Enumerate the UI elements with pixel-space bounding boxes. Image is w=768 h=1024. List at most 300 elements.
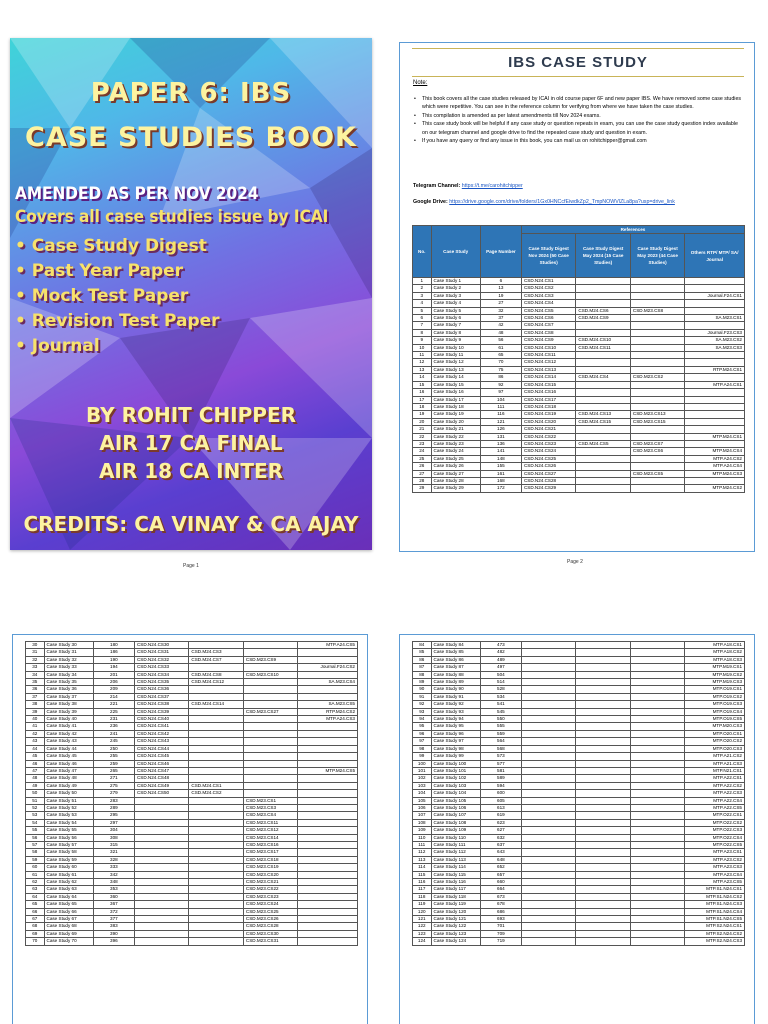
table-cell xyxy=(189,642,243,649)
table-cell xyxy=(134,871,188,878)
table-cell: 245 xyxy=(93,738,134,745)
table-cell: 7 xyxy=(413,322,432,329)
table-cell xyxy=(576,723,630,730)
table-cell: CSD.N24.CS33 xyxy=(134,664,188,671)
table-row xyxy=(413,790,745,797)
table-cell: 660 xyxy=(480,879,521,886)
table-cell xyxy=(189,693,243,700)
table-cell: MTP.S1.N24.CS5 xyxy=(685,916,745,923)
table-cell: CSD.M23.CS11 xyxy=(243,819,297,826)
table-cell: CSD.M23.CS8 xyxy=(630,307,684,314)
table-cell xyxy=(521,893,575,900)
table-cell: 92 xyxy=(413,701,432,708)
table-cell: 367 xyxy=(93,901,134,908)
table-cell xyxy=(298,671,358,678)
table-cell: CSD.M23.CS13 xyxy=(630,411,684,418)
table-cell: 231 xyxy=(93,716,134,723)
table-cell: 124 xyxy=(413,938,432,945)
drive-link[interactable]: https://drive.google.com/drive/folders/1Gx0HNCcfEiwdkZp2_TmpNOWVlZLa8pa?usp=drive_link xyxy=(449,199,675,205)
table-cell xyxy=(189,886,243,893)
table-cell: 56 xyxy=(480,337,521,344)
table-cell: 37 xyxy=(480,315,521,322)
table-cell: Case Study 3 xyxy=(431,292,480,299)
table-cell xyxy=(630,849,684,856)
table-row xyxy=(413,426,745,433)
table-row xyxy=(26,856,358,863)
table-cell: 214 xyxy=(93,693,134,700)
table-cell: 108 xyxy=(413,819,432,826)
page-4 xyxy=(399,634,755,1024)
table-cell: 24 xyxy=(413,448,432,455)
table-cell: Case Study 68 xyxy=(44,923,93,930)
table-cell: CSD.N24.CS25 xyxy=(521,455,575,462)
table-cell xyxy=(630,433,684,440)
table-cell xyxy=(521,938,575,945)
table-cell xyxy=(630,856,684,863)
table-row xyxy=(26,916,358,923)
table-cell xyxy=(298,916,358,923)
table-row xyxy=(413,908,745,915)
table-cell xyxy=(243,693,297,700)
table-cell: 65 xyxy=(26,901,45,908)
table-cell xyxy=(576,679,630,686)
table-cell xyxy=(576,708,630,715)
table-cell xyxy=(521,812,575,819)
cover-rank-final: AIR 17 CA FINAL xyxy=(99,431,283,455)
table-cell: 19 xyxy=(480,292,521,299)
table-cell xyxy=(189,804,243,811)
table-cell: 100 xyxy=(413,760,432,767)
table-cell: CSD.M24.CS4 xyxy=(576,374,630,381)
table-cell: Case Study 113 xyxy=(431,856,480,863)
table-row xyxy=(413,812,745,819)
table-row xyxy=(26,886,358,893)
table-cell: Case Study 12 xyxy=(431,359,480,366)
table-cell xyxy=(576,470,630,477)
table-cell: MTP.O19.CS4 xyxy=(685,708,745,715)
table-cell: 33 xyxy=(26,664,45,671)
table-cell: Case Study 115 xyxy=(431,871,480,878)
table-cell xyxy=(521,930,575,937)
table-cell: Case Study 95 xyxy=(431,723,480,730)
table-cell: 555 xyxy=(480,723,521,730)
table-cell: Case Study 96 xyxy=(431,730,480,737)
table-cell xyxy=(298,938,358,945)
table-cell: 600 xyxy=(480,790,521,797)
table-cell: 104 xyxy=(413,790,432,797)
table-cell xyxy=(189,916,243,923)
table-cell: 534 xyxy=(480,693,521,700)
table-cell: Case Study 88 xyxy=(431,671,480,678)
table-cell xyxy=(630,656,684,663)
cover-bullet: • Mock Test Paper xyxy=(15,286,189,306)
table-cell xyxy=(134,908,188,915)
table-cell: 86 xyxy=(413,656,432,663)
table-cell xyxy=(243,716,297,723)
table-cell: Case Study 110 xyxy=(431,834,480,841)
table-row xyxy=(413,381,745,388)
table-cell: 63 xyxy=(26,886,45,893)
table-row xyxy=(413,292,745,299)
table-row xyxy=(413,864,745,871)
table-cell: 121 xyxy=(480,418,521,425)
table-cell: CSD.M23.CS26 xyxy=(243,916,297,923)
table-cell xyxy=(630,916,684,923)
table-cell xyxy=(685,359,745,366)
table-cell xyxy=(630,642,684,649)
table-cell: 14 xyxy=(413,374,432,381)
table-cell xyxy=(630,679,684,686)
cover-bullet: • Case Study Digest xyxy=(15,236,207,256)
table-cell: Case Study 90 xyxy=(431,686,480,693)
table-cell xyxy=(521,649,575,656)
table-cell xyxy=(630,790,684,797)
col-header-case: Case Study xyxy=(431,226,480,278)
table-cell: Case Study 13 xyxy=(431,366,480,373)
table-cell xyxy=(243,782,297,789)
table-cell: 594 xyxy=(480,782,521,789)
table-cell: Case Study 70 xyxy=(44,938,93,945)
table-cell xyxy=(630,812,684,819)
table-cell: CSD.N24.CS8 xyxy=(521,329,575,336)
table-cell: MTP.A22.CS4 xyxy=(685,797,745,804)
table-cell: 117 xyxy=(413,886,432,893)
table-cell: Case Study 116 xyxy=(431,879,480,886)
table-cell: CSD.M23.CS16 xyxy=(243,841,297,848)
table-cell: Case Study 15 xyxy=(431,381,480,388)
table-cell: Case Study 122 xyxy=(431,923,480,930)
table-cell xyxy=(521,923,575,930)
table-row xyxy=(413,285,745,292)
table-cell: Case Study 11 xyxy=(431,352,480,359)
table-cell: 32 xyxy=(26,656,45,663)
table-cell: CSD.N24.CS35 xyxy=(134,679,188,686)
table-cell: Case Study 67 xyxy=(44,916,93,923)
table-cell xyxy=(134,901,188,908)
table-row xyxy=(26,841,358,848)
table-cell xyxy=(685,352,745,359)
reference-table xyxy=(412,641,745,946)
cover-bullets xyxy=(15,234,220,359)
table-row xyxy=(26,760,358,767)
table-cell: Case Study 120 xyxy=(431,908,480,915)
table-cell: 693 xyxy=(480,916,521,923)
table-cell xyxy=(630,834,684,841)
table-cell xyxy=(630,396,684,403)
table-cell: 102 xyxy=(413,775,432,782)
table-cell: 19 xyxy=(413,411,432,418)
table-row xyxy=(413,679,745,686)
table-cell xyxy=(298,686,358,693)
table-cell: 360 xyxy=(93,893,134,900)
table-cell: 11 xyxy=(413,352,432,359)
table-cell xyxy=(630,775,684,782)
table-cell: MTP.A23.CS5 xyxy=(685,879,745,886)
table-cell xyxy=(189,856,243,863)
table-cell: 342 xyxy=(93,871,134,878)
table-cell: 709 xyxy=(480,930,521,937)
table-cell: 279 xyxy=(93,790,134,797)
table-row xyxy=(413,916,745,923)
table-cell: 61 xyxy=(480,344,521,351)
table-cell xyxy=(576,285,630,292)
cover-bullet: • Journal xyxy=(15,336,100,356)
table-cell xyxy=(576,730,630,737)
table-cell: Case Study 5 xyxy=(431,307,480,314)
table-cell: CSD.M23.CS10 xyxy=(243,671,297,678)
table-row xyxy=(26,790,358,797)
table-cell xyxy=(576,403,630,410)
table-cell xyxy=(189,716,243,723)
table-cell: 275 xyxy=(93,782,134,789)
table-cell: 27 xyxy=(480,300,521,307)
table-cell: CSD.N24.CS30 xyxy=(134,642,188,649)
table-cell: 482 xyxy=(480,649,521,656)
table-cell xyxy=(576,485,630,492)
table-cell: 497 xyxy=(480,664,521,671)
table-cell: 581 xyxy=(480,767,521,774)
table-cell: 568 xyxy=(480,745,521,752)
table-cell xyxy=(521,827,575,834)
table-cell: Case Study 98 xyxy=(431,745,480,752)
table-cell: 103 xyxy=(413,782,432,789)
table-cell: 308 xyxy=(93,834,134,841)
table-cell: Case Study 85 xyxy=(431,649,480,656)
table-cell: Case Study 50 xyxy=(44,790,93,797)
table-cell: MTP.A24.CS5 xyxy=(298,642,358,649)
table-cell: CSD.N24.CS26 xyxy=(521,463,575,470)
table-cell xyxy=(189,923,243,930)
table-cell: Case Study 32 xyxy=(44,656,93,663)
table-row xyxy=(413,664,745,671)
table-cell: MTP.S2.N24.CS2 xyxy=(685,930,745,937)
table-cell xyxy=(576,834,630,841)
note-label: Note: xyxy=(413,80,428,86)
table-cell xyxy=(630,930,684,937)
table-cell: MTP.S1.N24.CS2 xyxy=(685,893,745,900)
table-row xyxy=(26,753,358,760)
table-cell: CSD.N24.CS7 xyxy=(521,322,575,329)
title-rule xyxy=(412,76,744,77)
table-cell: 97 xyxy=(480,389,521,396)
table-cell: 94 xyxy=(413,716,432,723)
table-cell xyxy=(685,278,745,285)
table-cell: 283 xyxy=(93,797,134,804)
table-cell: 87 xyxy=(413,664,432,671)
table-row xyxy=(413,760,745,767)
table-cell: Case Study 114 xyxy=(431,864,480,871)
table-cell xyxy=(576,642,630,649)
table-cell: MTP.O19.CS2 xyxy=(685,693,745,700)
table-cell xyxy=(630,901,684,908)
table-cell: Case Study 103 xyxy=(431,782,480,789)
table-cell: Case Study 97 xyxy=(431,738,480,745)
page-number: Page 1 xyxy=(183,563,199,569)
telegram-link[interactable]: https://t.me/carohitchipper xyxy=(461,183,523,189)
table-cell: Case Study 57 xyxy=(44,841,93,848)
table-row xyxy=(413,723,745,730)
table-cell xyxy=(134,923,188,930)
table-cell xyxy=(298,804,358,811)
table-cell xyxy=(576,716,630,723)
table-cell xyxy=(630,359,684,366)
table-cell: 613 xyxy=(480,804,521,811)
table-cell xyxy=(576,908,630,915)
table-cell: 70 xyxy=(480,359,521,366)
table-cell xyxy=(685,389,745,396)
drive-line xyxy=(413,199,675,205)
table-cell: 678 xyxy=(480,901,521,908)
table-cell xyxy=(576,448,630,455)
col-header-digest-nov24: Case Study Digest Nov 2024 (50 Case Studies) xyxy=(521,234,575,278)
table-cell xyxy=(576,738,630,745)
table-cell: CSD.M24.CS7 xyxy=(189,656,243,663)
table-cell xyxy=(576,477,630,484)
table-cell xyxy=(521,856,575,863)
table-row xyxy=(413,396,745,403)
table-cell: MTP.O20.CS3 xyxy=(685,745,745,752)
table-row xyxy=(413,477,745,484)
table-cell: MTP.O22.CS1 xyxy=(685,812,745,819)
table-cell xyxy=(521,701,575,708)
table-cell xyxy=(243,767,297,774)
table-cell xyxy=(298,723,358,730)
table-cell xyxy=(576,893,630,900)
table-cell xyxy=(576,901,630,908)
table-cell xyxy=(630,701,684,708)
table-cell xyxy=(630,767,684,774)
reference-table xyxy=(25,641,358,946)
table-cell: 96 xyxy=(413,730,432,737)
table-cell xyxy=(298,782,358,789)
table-cell: MTP.M24.CS5 xyxy=(298,767,358,774)
table-cell: CSD.N24.CS37 xyxy=(134,693,188,700)
table-cell xyxy=(576,782,630,789)
table-cell xyxy=(576,849,630,856)
table-cell: CSD.N24.CS40 xyxy=(134,716,188,723)
table-cell xyxy=(630,938,684,945)
table-cell: 126 xyxy=(480,426,521,433)
table-cell: Case Study 29 xyxy=(431,485,480,492)
table-cell: 564 xyxy=(480,738,521,745)
table-cell: 43 xyxy=(26,738,45,745)
table-cell: CSD.N24.CS5 xyxy=(521,307,575,314)
table-cell: CSD.N24.CS47 xyxy=(134,767,188,774)
table-cell: 65 xyxy=(480,352,521,359)
table-cell: CSD.M24.CS3 xyxy=(189,649,243,656)
table-cell: 632 xyxy=(480,834,521,841)
table-cell xyxy=(630,879,684,886)
table-cell: MTP.S2.N24.CS1 xyxy=(685,923,745,930)
table-cell: 105 xyxy=(413,797,432,804)
table-cell xyxy=(189,767,243,774)
table-cell: 91 xyxy=(413,693,432,700)
table-cell xyxy=(189,864,243,871)
table-cell: 131 xyxy=(480,433,521,440)
table-cell xyxy=(521,671,575,678)
table-cell xyxy=(521,886,575,893)
table-cell xyxy=(685,440,745,447)
table-cell: 46 xyxy=(26,760,45,767)
table-cell xyxy=(521,753,575,760)
table-cell: 37 xyxy=(26,693,45,700)
table-cell xyxy=(189,723,243,730)
table-cell: CSD.M24.CS2 xyxy=(189,790,243,797)
table-row xyxy=(26,656,358,663)
table-cell xyxy=(298,908,358,915)
table-cell: 53 xyxy=(26,812,45,819)
table-cell xyxy=(630,337,684,344)
table-row xyxy=(26,745,358,752)
table-cell xyxy=(576,797,630,804)
table-row xyxy=(413,893,745,900)
table-cell: Case Study 34 xyxy=(44,671,93,678)
table-cell xyxy=(189,893,243,900)
table-cell: 111 xyxy=(413,841,432,848)
table-cell xyxy=(521,841,575,848)
table-cell: 13 xyxy=(480,285,521,292)
table-cell xyxy=(521,908,575,915)
table-cell xyxy=(685,477,745,484)
table-cell: CSD.N24.CS18 xyxy=(521,403,575,410)
table-cell: MTP.A21.CS2 xyxy=(685,753,745,760)
table-row xyxy=(413,693,745,700)
table-cell: 221 xyxy=(93,701,134,708)
table-cell: 559 xyxy=(480,730,521,737)
table-cell: CSD.M23.CS6 xyxy=(630,448,684,455)
table-cell xyxy=(243,723,297,730)
table-cell: Case Study 119 xyxy=(431,901,480,908)
table-cell: 30 xyxy=(26,642,45,649)
table-row xyxy=(413,374,745,381)
table-cell: 289 xyxy=(93,804,134,811)
table-cell: CSD.M23.CS18 xyxy=(243,856,297,863)
table-cell xyxy=(298,745,358,752)
table-row xyxy=(413,403,745,410)
table-cell xyxy=(243,701,297,708)
table-cell xyxy=(576,352,630,359)
table-cell xyxy=(630,819,684,826)
table-cell xyxy=(630,322,684,329)
table-cell: MTP.A22.CS1 xyxy=(685,775,745,782)
table-row xyxy=(26,701,358,708)
table-cell xyxy=(298,819,358,826)
table-cell xyxy=(521,775,575,782)
table-cell xyxy=(243,730,297,737)
table-cell: Case Study 64 xyxy=(44,893,93,900)
table-row xyxy=(413,411,745,418)
table-cell xyxy=(576,856,630,863)
table-cell: CSD.N24.CS15 xyxy=(521,381,575,388)
table-cell: CSD.N24.CS12 xyxy=(521,359,575,366)
table-cell: MTP.A22.CS5 xyxy=(685,804,745,811)
cover-covers-line: Covers all case studies issue by ICAI xyxy=(15,207,329,227)
table-row xyxy=(26,812,358,819)
table-cell: CSD.N24.CS43 xyxy=(134,738,188,745)
table-row xyxy=(26,693,358,700)
table-row xyxy=(413,656,745,663)
table-cell: 32 xyxy=(480,307,521,314)
table-cell: 110 xyxy=(413,834,432,841)
table-cell: CSD.N24.CS34 xyxy=(134,671,188,678)
table-cell: Case Study 92 xyxy=(431,701,480,708)
reference-table-body xyxy=(413,642,745,946)
table-cell: Case Study 62 xyxy=(44,879,93,886)
table-cell: Case Study 48 xyxy=(44,775,93,782)
table-cell: Case Study 9 xyxy=(431,337,480,344)
table-cell: 255 xyxy=(93,753,134,760)
table-cell xyxy=(576,886,630,893)
